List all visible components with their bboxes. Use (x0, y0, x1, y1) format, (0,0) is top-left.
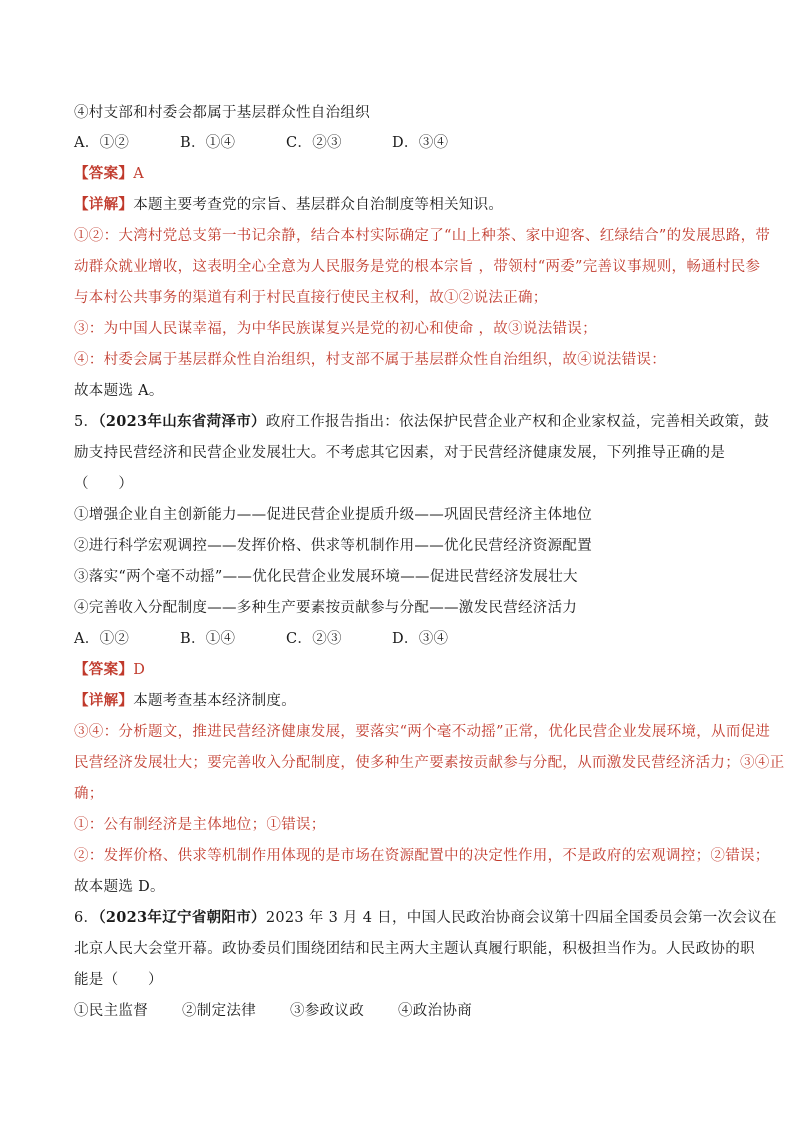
q5-explanation-1-line-3: 确； (74, 786, 104, 802)
answer-value: D (133, 662, 146, 678)
q5-options (74, 629, 724, 649)
q5-conclusion: 故本题选 D。 (74, 879, 165, 895)
q6-items (74, 1001, 724, 1021)
answer-label: 【答案】 (74, 165, 134, 182)
q5-statement-3: ③落实“两个毫不动摇”——优化民营企业发展环境——促进民营经济发展壮大 (74, 569, 578, 585)
q6-stem-line-3: 能是（ ） (74, 972, 163, 988)
q6-item-3: ③参政议政 (290, 1003, 364, 1019)
q5-option-a: A．①② (74, 631, 130, 647)
q4-explanation-2: ③：为中国人民谋幸福，为中华民族谋复兴是党的初心和使命 ，故③说法错误； (74, 321, 597, 337)
q5-statement-4: ④完善收入分配制度——多种生产要素按贡献参与分配——激发民营经济活力 (74, 600, 578, 616)
q5-explanation-1-line-2: 民营经济发展壮大；要完善收入分配制度，使多种生产要素按贡献参与分配，从而激发民营经济活力；③④正 (74, 755, 785, 771)
detail-text: 本题考查基本经济制度。 (133, 693, 297, 709)
q4-option-c: C．②③ (286, 135, 342, 151)
q5-stem-line-1 (74, 412, 770, 432)
q4-explanation-1-line-3: 与本村公共事务的渠道有利于村民直接行使民主权利，故①②说法正确； (74, 290, 548, 306)
q4-detail (74, 195, 724, 215)
q5-explanation-3: ②：发挥价格、供求等机制作用体现的是市场在资源配置中的决定性作用，不是政府的宏观调控；②错误； (74, 848, 770, 864)
q5-explanation-2: ①：公有制经济是主体地位；①错误； (74, 817, 326, 833)
detail-text: 本题主要考查党的宗旨、基层群众自治制度等相关知识。 (133, 197, 504, 213)
answer-value: A (133, 166, 144, 182)
q4-options (74, 133, 724, 153)
q5-statement-1: ①增强企业自主创新能力——促进民营企业提质升级——巩固民营经济主体地位 (74, 507, 592, 523)
detail-label: 【详解】 (74, 196, 134, 213)
q6-item-4: ④政治协商 (398, 1003, 472, 1019)
q6-item-1: ①民主监督 (74, 1003, 148, 1019)
q5-option-b: B．①④ (180, 631, 236, 647)
q5-option-d: D．③④ (392, 631, 449, 647)
q4-option-a: A．①② (74, 135, 130, 151)
detail-label: 【详解】 (74, 692, 134, 709)
question-stem: 2023 年 3 月 4 日，中国人民政治协商会议第十四届全国委员会第一次会议在 (265, 910, 777, 926)
q5-stem-line-2: 励支持民营经济和民营企业发展壮大。不考虑其它因素，对于民营经济健康发展，下列推导正确的是 (74, 445, 726, 461)
q4-option-d: D．③④ (392, 135, 449, 151)
question-source: （2023年辽宁省朝阳市） (98, 909, 266, 926)
q4-answer (74, 164, 724, 184)
q5-option-c: C．②③ (286, 631, 342, 647)
q6-stem-line-1 (74, 908, 777, 928)
answer-label: 【答案】 (74, 661, 134, 678)
question-number: 5． (74, 414, 99, 430)
q4-explanation-3: ④：村委会属于基层群众性自治组织，村支部不属于基层群众性自治组织，故④说法错误： (74, 352, 666, 368)
q4-conclusion: 故本题选 A。 (74, 383, 164, 399)
question-source: （2023年山东省菏泽市） (98, 413, 266, 430)
q5-answer (74, 660, 724, 680)
question-stem: 政府工作报告指出：依法保护民营企业产权和企业家权益，完善相关政策，鼓 (265, 414, 770, 430)
q4-statement-4: ④村支部和村委会都属于基层群众性自治组织 (74, 105, 370, 121)
q6-stem-line-2: 北京人民大会堂开幕。政协委员们围绕团结和民主两大主题认真履行职能，积极担当作为。人民政协的职 (74, 941, 755, 957)
q5-explanation-1-line-1: ③④：分析题文，推进民营经济健康发展，要落实“两个毫不动摇”正常，优化民营企业发展环境，从而促进 (74, 724, 771, 740)
question-number: 6． (74, 910, 99, 926)
q5-detail (74, 691, 724, 711)
q5-statement-2: ②进行科学宏观调控——发挥价格、供求等机制作用——优化民营经济资源配置 (74, 538, 592, 554)
q5-answer-blank: （ ） (74, 476, 134, 492)
q4-explanation-1-line-2: 动群众就业增收，这表明全心全意为人民服务是党的根本宗旨 ，带领村“两委”完善议事规则，畅通村民参 (74, 259, 761, 275)
q6-item-2: ②制定法律 (182, 1003, 256, 1019)
q4-option-b: B．①④ (180, 135, 236, 151)
q4-explanation-1-line-1: ①②：大湾村党总支第一书记余静，结合本村实际确定了“山上种茶、家中迎客、红绿结合”的发展思路，带 (74, 228, 771, 244)
